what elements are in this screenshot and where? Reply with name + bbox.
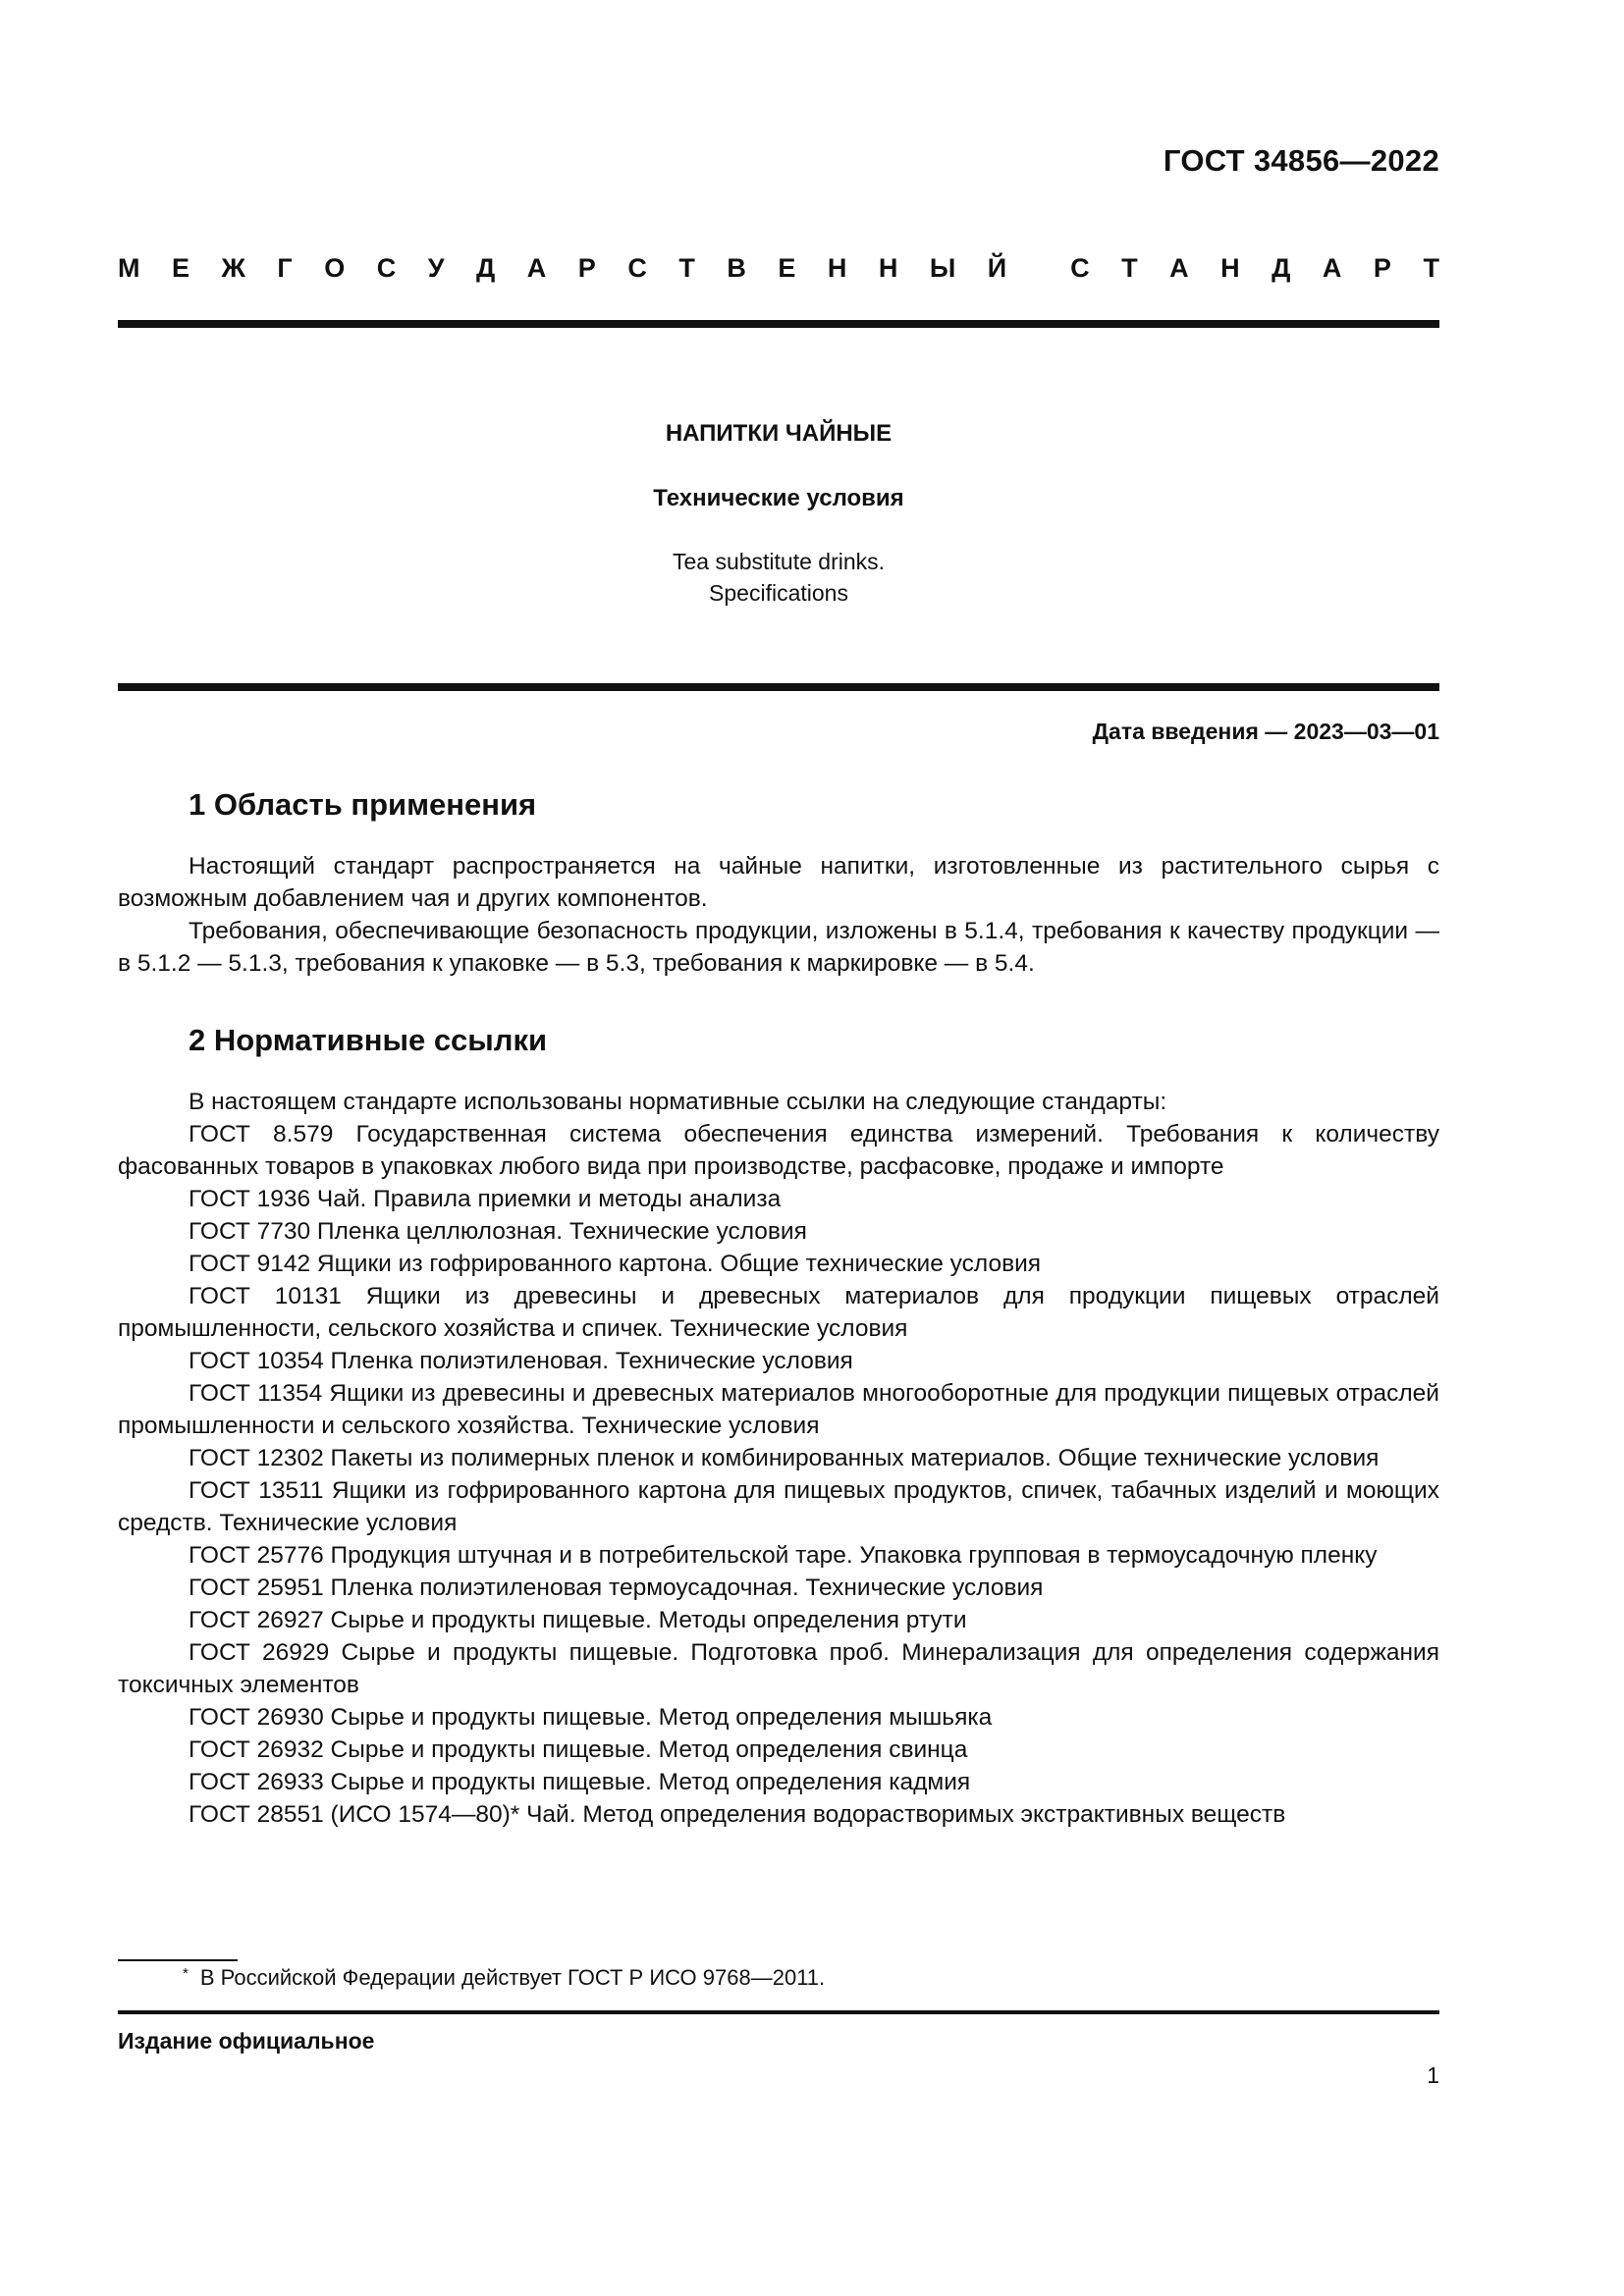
reference-item: ГОСТ 26929 Сырье и продукты пищевые. Подготовка проб. Минерализация для определения содержания токсичных элементов (118, 1639, 1439, 1698)
english-title-line: Specifications (709, 580, 848, 606)
reference-item: ГОСТ 10354 Пленка полиэтиленовая. Технические условия (189, 1348, 853, 1374)
banner-letter: Т (1423, 253, 1439, 283)
banner-letter: Р (1373, 253, 1391, 283)
banner-letter: Е (172, 253, 190, 283)
reference-item: ГОСТ 7730 Пленка целлюлозная. Технические условия (189, 1218, 807, 1245)
title-divider (118, 683, 1439, 691)
banner-letter: С (376, 253, 397, 283)
reference-item: ГОСТ 10131 Ящики из древесины и древесных материалов для продукции пищевых отраслей промышленности, сельского хозяйства и спичек. Технические условия (118, 1283, 1439, 1342)
paragraph: Требования, обеспечивающие безопасность продукции, изложены в 5.1.4, требования к качеству продукции — в 5.1.2 — 5.1.3, требования к упаковке — в 5.3, требования к маркировке — в 5.4. (118, 918, 1439, 977)
page-number: 1 (1427, 2062, 1439, 2088)
banner-letter: Е (778, 253, 796, 283)
reference-item: ГОСТ 12302 Пакеты из полимерных пленок и комбинированных материалов. Общие технические условия (189, 1445, 1380, 1471)
header-divider (118, 320, 1439, 328)
banner-letter: Р (577, 253, 596, 283)
reference-item: ГОСТ 8.579 Государственная система обеспечения единства измерений. Требования к количеству фасованных товаров в упаковках любого вида при производстве, расфасовке, продаже и импорте (118, 1121, 1439, 1180)
banner-letter: У (427, 253, 445, 283)
banner-letter: М (118, 253, 140, 283)
banner-letter: А (526, 253, 547, 283)
introduction-date: Дата введения — 2023—03—01 (1092, 719, 1439, 744)
banner-letter: Т (678, 253, 695, 283)
banner-letter: Г (277, 253, 293, 283)
reference-item: ГОСТ 26930 Сырье и продукты пищевые. Метод определения мышьяка (189, 1704, 993, 1731)
interstate-standard-banner (118, 253, 1439, 284)
paragraph: Настоящий стандарт распространяется на чайные напитки, изготовленные из растительного сырья с возможным добавлением чая и других компонентов. (118, 853, 1439, 912)
banner-letter: Н (1220, 253, 1240, 283)
banner-letter: С (1070, 253, 1090, 283)
banner-letter: Ы (929, 253, 956, 283)
reference-item: ГОСТ 28551 (ИСО 1574—80)* Чай. Метод определения водорастворимых экстрактивных веществ (189, 1801, 1286, 1828)
section-2-heading: 2 Нормативные ссылки (189, 1023, 548, 1057)
footnote (183, 1963, 825, 1993)
banner-letter: Т (1121, 253, 1138, 283)
reference-item: ГОСТ 13511 Ящики из гофрированного картона для пищевых продуктов, спичек, табачных изделий и моющих средств. Технические условия (118, 1477, 1439, 1536)
banner-letter: Ж (221, 253, 245, 283)
banner-letter: С (627, 253, 647, 283)
footer-divider (118, 2010, 1439, 2014)
section-2-body (118, 1086, 1439, 1831)
banner-letter: А (1322, 253, 1342, 283)
reference-item: ГОСТ 26933 Сырье и продукты пищевые. Метод определения кадмия (189, 1769, 971, 1795)
footnote-marker: * (183, 1965, 189, 1982)
document-page (118, 0, 1439, 2296)
reference-item: ГОСТ 11354 Ящики из древесины и древесных материалов многооборотные для продукции пищевых отраслей промышленности и сельского хозяйства. Технические условия (118, 1380, 1439, 1439)
section-1-body (118, 850, 1439, 980)
standard-number: ГОСТ 34856—2022 (1163, 143, 1439, 178)
banner-letter: Д (1272, 253, 1291, 283)
reference-item: ГОСТ 1936 Чай. Правила приемки и методы анализа (189, 1186, 782, 1212)
english-title (118, 546, 1439, 609)
banner-letter: А (1169, 253, 1189, 283)
banner-letter: О (324, 253, 346, 283)
document-title: НАПИТКИ ЧАЙНЫЕ (665, 420, 893, 447)
official-edition-label: Издание официальное (118, 2028, 375, 2054)
reference-item: ГОСТ 9142 Ящики из гофрированного картона. Общие технические условия (189, 1251, 1042, 1277)
banner-letter: Н (878, 253, 898, 283)
banner-letter: В (727, 253, 746, 283)
english-title-line: Tea substitute drinks. (672, 549, 886, 574)
section-1-heading: 1 Область применения (189, 787, 537, 822)
reference-item: ГОСТ 25776 Продукция штучная и в потребительской таре. Упаковка групповая в термоусадочную пленку (189, 1542, 1378, 1569)
banner-letter: Д (476, 253, 496, 283)
document-subtitle: Технические условия (653, 485, 904, 511)
paragraph: В настоящем стандарте использованы нормативные ссылки на следующие стандарты: (189, 1089, 1167, 1115)
reference-item: ГОСТ 26927 Сырье и продукты пищевые. Методы определения ртути (189, 1607, 967, 1633)
footnote-separator (118, 1959, 238, 1961)
banner-letter: Н (827, 253, 847, 283)
footnote-text: В Российской Федерации действует ГОСТ Р ИСО 9768—2011. (199, 1965, 826, 1990)
reference-item: ГОСТ 25951 Пленка полиэтиленовая термоусадочная. Технические условия (189, 1575, 1044, 1601)
banner-letter: Й (987, 253, 1007, 283)
reference-item: ГОСТ 26932 Сырье и продукты пищевые. Метод определения свинца (189, 1736, 968, 1763)
